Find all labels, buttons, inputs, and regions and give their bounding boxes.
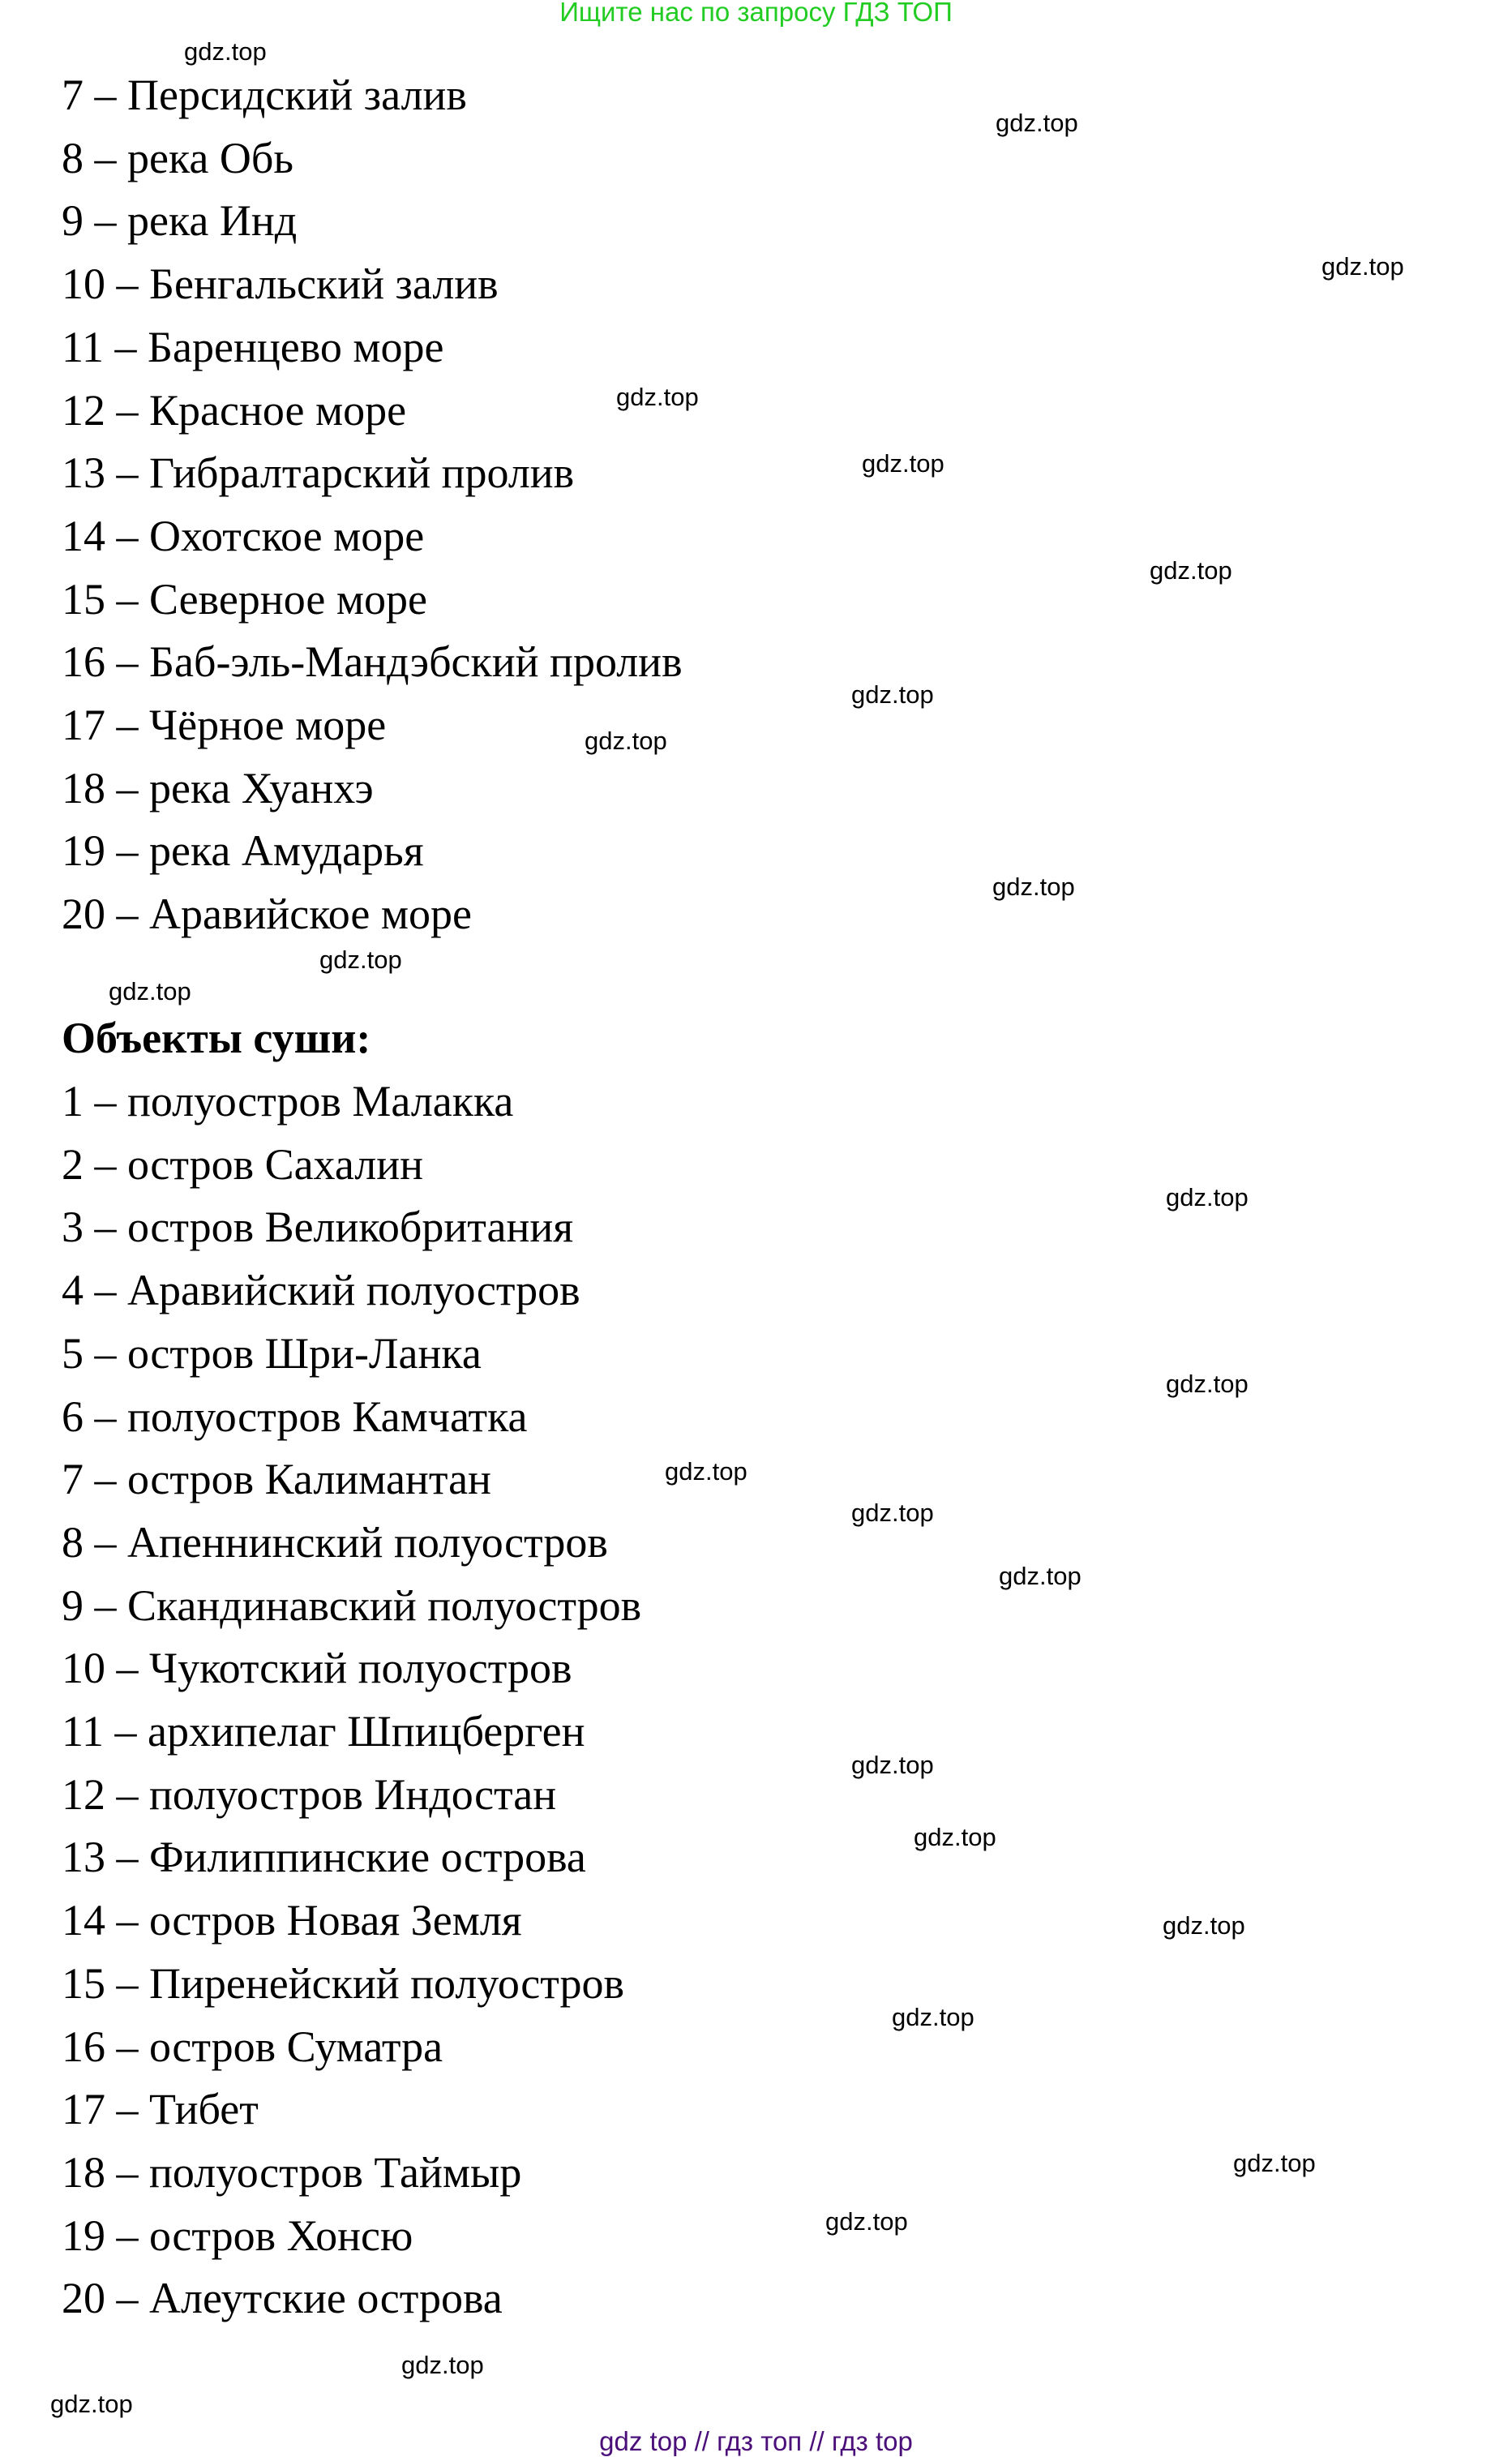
watermark-text: gdz.top — [996, 109, 1078, 137]
land-object-item: 1 – полуостров Малакка — [62, 1077, 514, 1126]
watermark-text: gdz.top — [892, 2003, 974, 2031]
land-object-item: 5 – остров Шри-Ланка — [62, 1328, 482, 1378]
land-object-item: 10 – Чукотский полуостров — [62, 1644, 572, 1693]
land-object-item: 7 – остров Калимантан — [62, 1455, 491, 1504]
land-object-item: 18 – полуостров Таймыр — [62, 2147, 522, 2197]
land-object-item: 4 – Аравийский полуостров — [62, 1266, 580, 1315]
watermark-text: gdz.top — [992, 873, 1075, 901]
watermark-text: gdz.top — [319, 945, 402, 974]
header-banner: Ищите нас по запросу ГДЗ ТОП — [559, 0, 953, 27]
water-object-item: 7 – Персидский залив — [62, 71, 467, 119]
land-object-item: 20 – Алеутские острова — [62, 2274, 503, 2323]
watermark-text: gdz.top — [862, 449, 944, 478]
watermark-text: gdz.top — [585, 727, 667, 755]
water-object-item: 14 – Охотское море — [62, 511, 425, 560]
watermark-text: gdz.top — [851, 680, 934, 709]
land-object-item: 2 – остров Сахалин — [62, 1139, 424, 1189]
watermark-text: gdz.top — [851, 1751, 934, 1779]
watermark-text: gdz.top — [825, 2207, 908, 2236]
watermark-text: gdz.top — [1163, 1911, 1245, 1940]
watermark-text: gdz.top — [50, 2390, 133, 2418]
watermark-text: gdz.top — [109, 977, 191, 1006]
land-object-item: 6 – полуостров Камчатка — [62, 1391, 528, 1441]
land-object-item: 9 – Скандинавский полуостров — [62, 1580, 642, 1630]
land-object-item: 11 – архипелаг Шпицберген — [62, 1707, 585, 1756]
footer-banner: gdz top // гдз топ // гдз top — [599, 2426, 913, 2456]
water-object-item: 12 – Красное море — [62, 385, 407, 435]
land-object-item: 8 – Апеннинский полуостров — [62, 1517, 608, 1567]
watermark-text: gdz.top — [1233, 2149, 1316, 2177]
water-object-item: 13 – Гибралтарский пролив — [62, 448, 575, 498]
watermark-text: gdz.top — [851, 1499, 934, 1527]
watermark-text: gdz.top — [1150, 556, 1232, 585]
land-object-item: 17 – Тибет — [62, 2085, 259, 2134]
land-object-item: 14 – остров Новая Земля — [62, 1896, 522, 1945]
watermark-text: gdz.top — [616, 383, 699, 411]
section-heading-land: Объекты суши: — [62, 1014, 371, 1062]
water-object-item: 9 – река Инд — [62, 196, 298, 246]
watermark-text: gdz.top — [401, 2351, 484, 2379]
watermark-text: gdz.top — [999, 1562, 1082, 1590]
watermark-text: gdz.top — [665, 1457, 747, 1486]
water-object-item: 19 – река Амударья — [62, 826, 424, 876]
water-object-item: 8 – река Обь — [62, 133, 293, 182]
land-object-item: 19 – остров Хонсю — [62, 2210, 413, 2260]
watermark-text: gdz.top — [914, 1823, 996, 1851]
watermark-text: gdz.top — [1166, 1370, 1249, 1398]
water-object-item: 11 – Баренцево море — [62, 322, 444, 371]
land-object-item: 15 – Пиренейский полуостров — [62, 1958, 624, 2008]
land-object-item: 16 – остров Суматра — [62, 2022, 443, 2071]
land-object-item: 12 – полуостров Индостан — [62, 1769, 557, 1819]
watermark-text: gdz.top — [184, 37, 267, 66]
land-object-item: 13 – Филиппинские острова — [62, 1833, 586, 1882]
water-object-item: 20 – Аравийское море — [62, 890, 472, 939]
watermark-text: gdz.top — [1166, 1183, 1249, 1211]
water-object-item: 16 – Баб-эль-Мандэбский пролив — [62, 637, 683, 687]
water-object-item: 15 – Северное море — [62, 574, 427, 624]
watermark-text: gdz.top — [1321, 252, 1404, 281]
land-object-item: 3 – остров Великобритания — [62, 1203, 574, 1252]
water-object-item: 17 – Чёрное море — [62, 701, 387, 749]
water-object-item: 18 – река Хуанхэ — [62, 763, 374, 813]
water-object-item: 10 – Бенгальский залив — [62, 259, 499, 309]
